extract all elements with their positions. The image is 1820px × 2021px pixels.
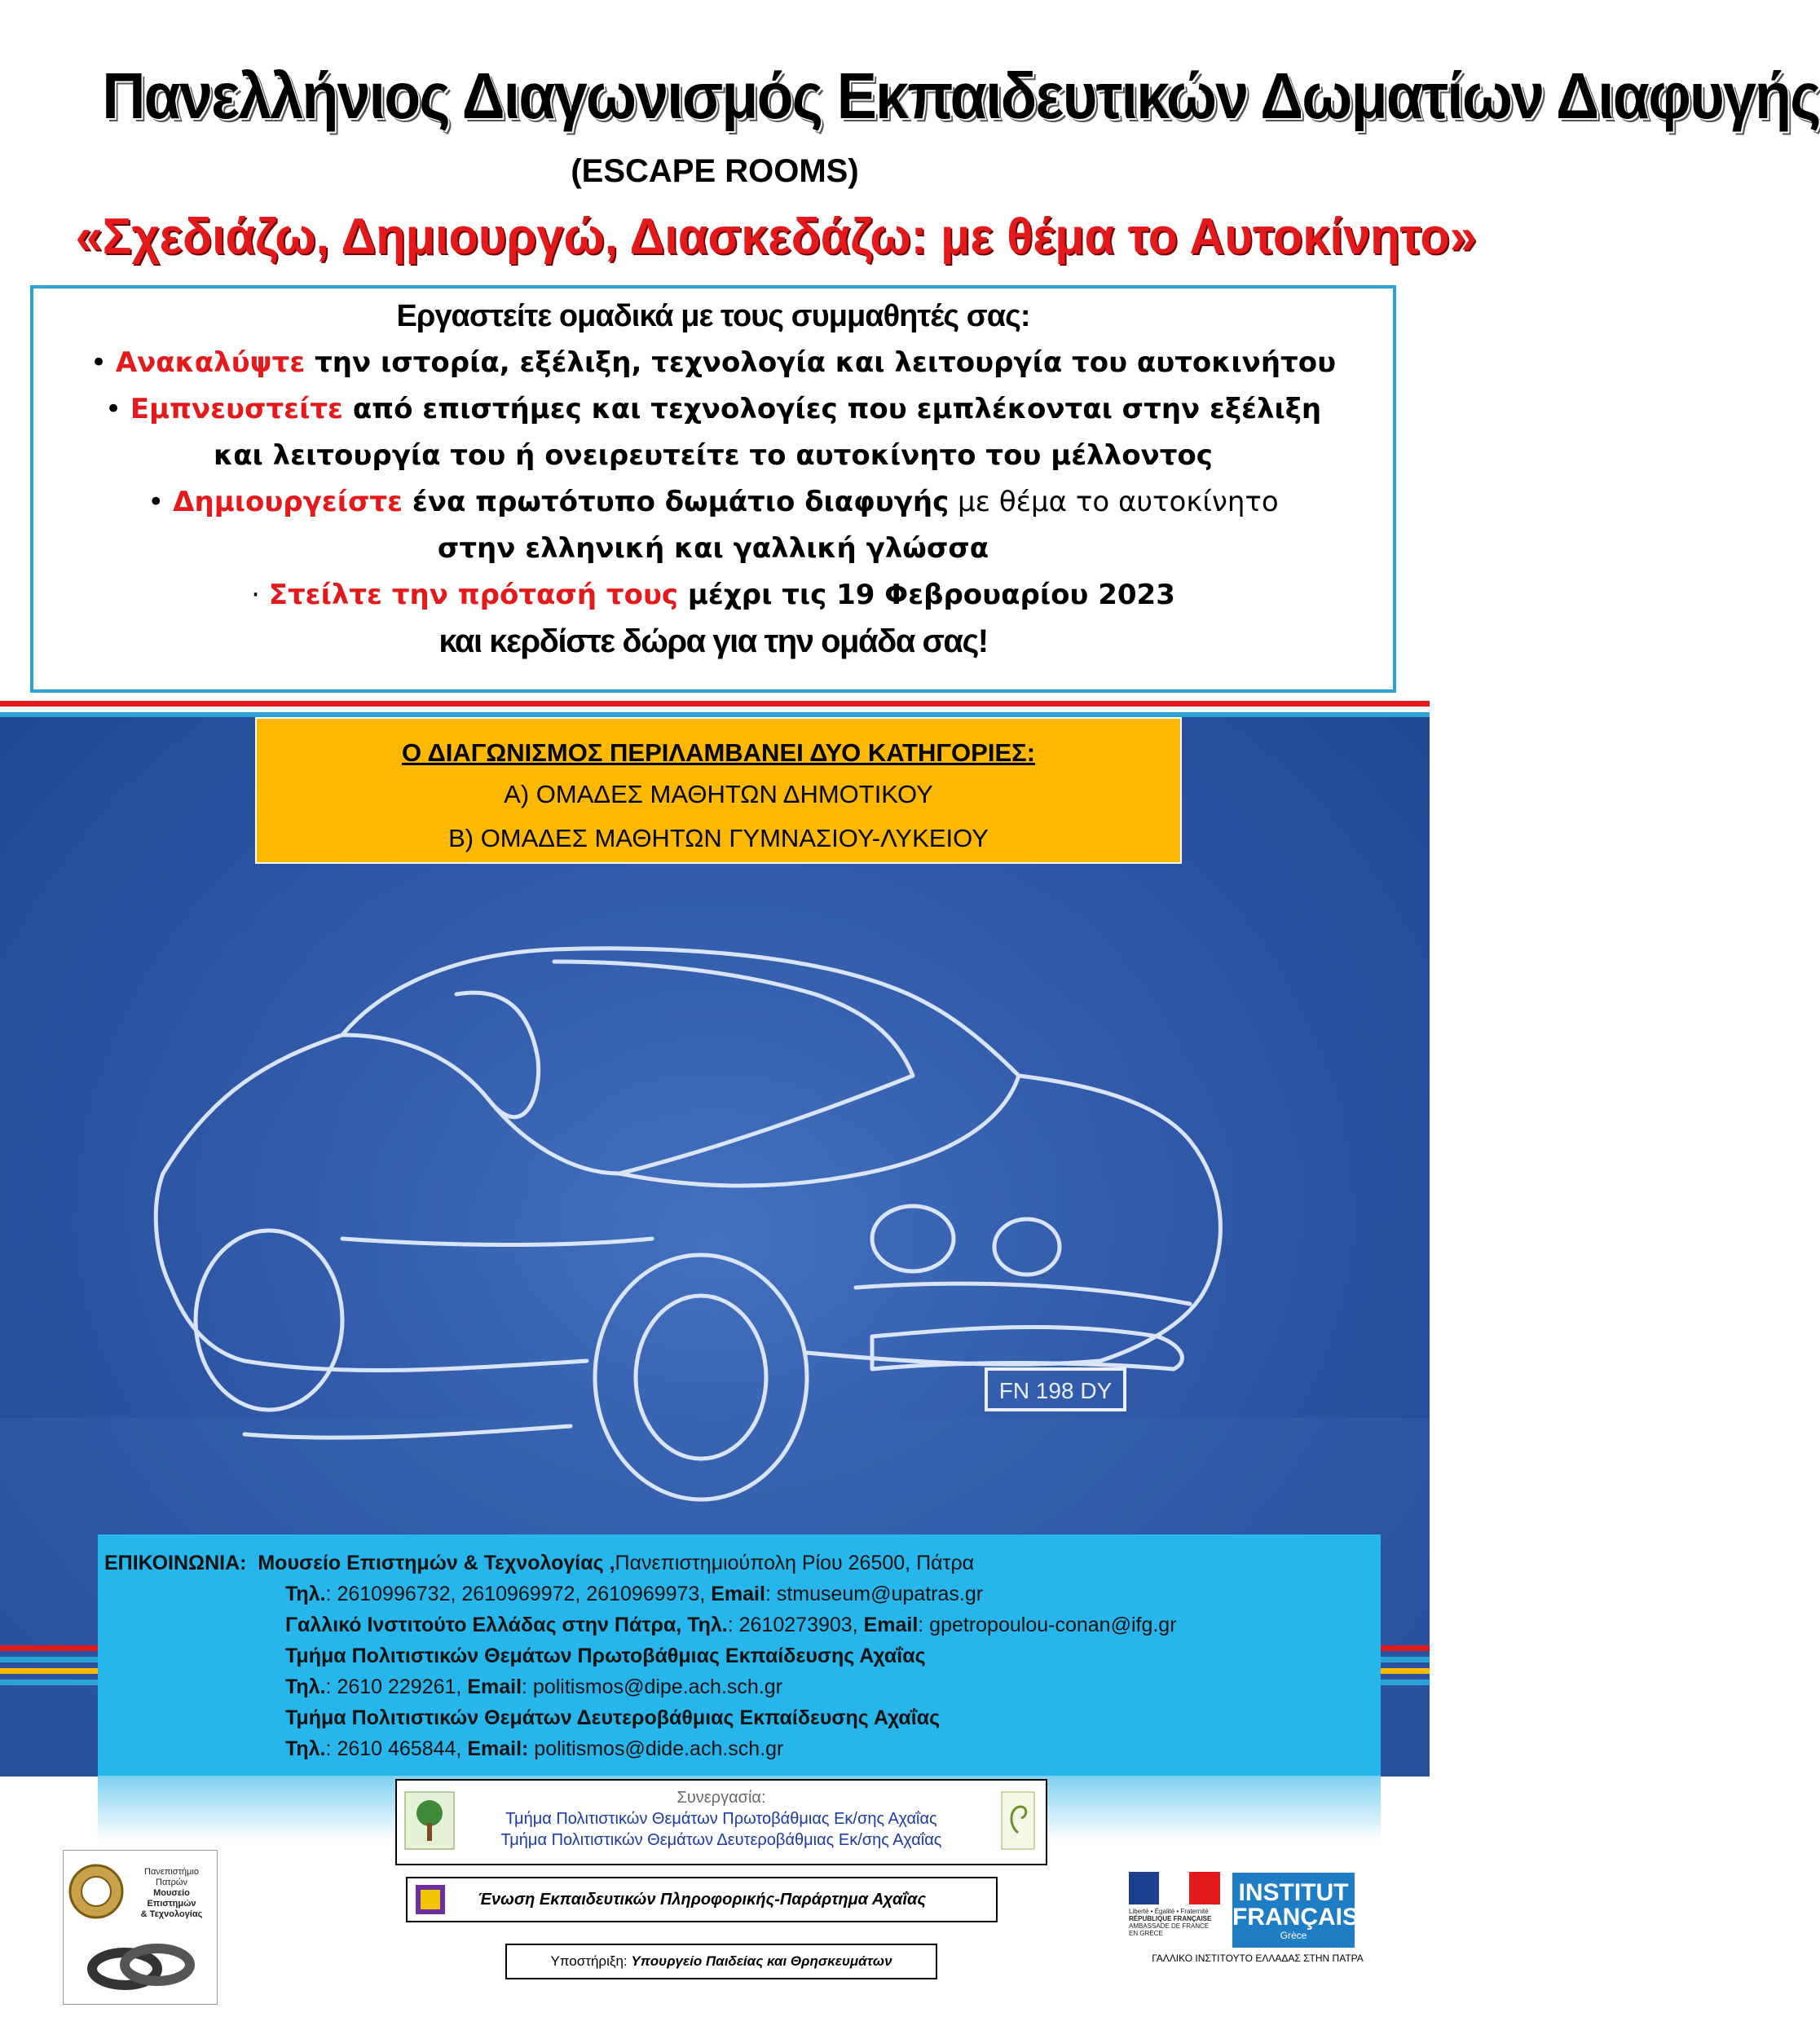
intro-item-send [33, 572, 1393, 619]
contact-dipe-name: Τμήμα Πολιτιστικών Θεμάτων Πρωτοβάθμιας Εκπαίδευσης Αχαΐας [285, 1645, 926, 1667]
intro-item-create-bold: ένα πρωτότυπο δωμάτιο διαφυγής [403, 486, 950, 518]
intro-box [30, 285, 1396, 693]
contact-dide-name: Τμήμα Πολιτιστικών Θεμάτων Δευτεροβάθμιας Εκπαίδευσης Αχαΐας [285, 1706, 941, 1729]
french-flag-icon [1129, 1872, 1220, 1908]
tel-label: Τηλ. [285, 1737, 326, 1760]
contact-dipe-email[interactable]: : politismos@dipe.ach.sch.gr [522, 1675, 782, 1698]
contact-row-ifg [104, 1609, 1381, 1640]
intro-closing: και κερδίστε δώρα για την ομάδα σας! [438, 623, 988, 659]
email-label: Email [711, 1583, 765, 1605]
french-embassy-logo [1129, 1872, 1220, 1947]
support-label: Υποστήριξη: [550, 1953, 632, 1969]
bottom-stripes [0, 1642, 1430, 1699]
bullet-icon: • [148, 486, 174, 518]
museum-logo-name: Μουσείο Επιστημών [147, 1888, 196, 1909]
intro-item-discover-text: την ιστορία, εξέλιξη, τεχνολογία και λειτουργία του αυτοκινήτου [305, 346, 1337, 379]
categories-box [255, 717, 1182, 864]
contact-row-dide-tel [104, 1733, 1381, 1764]
contact-ifg-email[interactable]: : gpetropoulou-conan@ifg.gr [918, 1614, 1177, 1636]
cooperation-line1: Τμήμα Πολιτιστικών Θεμάτων Πρωτοβάθμιας Εκ/σης Αχαΐας [505, 1810, 937, 1828]
contact-ifg-tel: : 2610273903, [727, 1614, 864, 1636]
license-plate: FN 198 DY [998, 1378, 1113, 1403]
embassy-name: AMBASSADE DE FRANCE [1129, 1922, 1210, 1930]
poster-title: Πανελλήνιος Διαγωνισμός Εκπαιδευτικών Δωματίων Διαφυγής [102, 59, 1820, 132]
support-box [505, 1944, 937, 1979]
intro-item-inspire-text: από επιστήμες και τεχνολογίες που εμπλέκονται στην εξέλιξη [342, 393, 1322, 425]
intro-item-create [33, 479, 1393, 526]
spiral-logo-icon [1002, 1792, 1034, 1849]
poster-theme: «Σχεδιάζω, Δημιουργώ, Διασκεδάζω: με θέμα το Αυτοκίνητο» [75, 209, 1477, 265]
tel-label: Τηλ. [285, 1583, 326, 1605]
contact-dipe-tel: : 2610 229261, [325, 1675, 468, 1698]
embassy-republic: RÉPUBLIQUE FRANÇAISE [1129, 1915, 1212, 1922]
bullet-icon: • [90, 346, 116, 379]
museum-logo-name2: & Τεχνολογίας [140, 1909, 203, 1919]
intro-item-create-line2: στην ελληνική και γαλλική γλώσσα [437, 532, 989, 565]
union-name: Ένωση Εκπαιδευτικών Πληροφορικής-Παράρτημα Αχαΐας [477, 1891, 927, 1909]
bullet-icon: • [104, 393, 130, 425]
contact-museum-email[interactable]: : stmuseum@upatras.gr [765, 1583, 984, 1605]
tree-logo-icon [405, 1792, 454, 1849]
contact-dide-tel: : 2610 465844, [325, 1737, 468, 1760]
intro-item-send-text: μέχρι τις 19 Φεβρουαρίου 2023 [678, 579, 1175, 611]
cooperation-label: Συνεργασία: [676, 1789, 766, 1807]
chain-link-icon [80, 1932, 202, 1997]
embassy-country: EN GRÈCE [1129, 1930, 1163, 1937]
email-label: Email [863, 1614, 919, 1636]
ifg-logo-line2: FRANÇAIS [1232, 1904, 1359, 1931]
union-box [406, 1877, 998, 1922]
email-label: Email [467, 1675, 522, 1698]
contact-dide-email[interactable]: politismos@dide.ach.sch.gr [528, 1737, 784, 1760]
contact-row-museum [104, 1548, 1381, 1578]
cooperation-line2: Τμήμα Πολιτιστικών Θεμάτων Δευτεροβάθμιας Εκ/σης Αχαΐας [500, 1831, 942, 1849]
intro-item-inspire-line2: και λειτουργία του ή ονειρευτείτε το αυτοκίνητο του μέλλοντος [214, 439, 1213, 472]
poster-subtitle: (ESCAPE ROOMS) [571, 153, 859, 189]
categories-heading: Ο ΔΙΑΓΩΝΙΣΜΟΣ ΠΕΡΙΛΑΜΒΑΝΕΙ ΔΥΟ ΚΑΤΗΓΟΡΙΕΣ: [401, 738, 1036, 767]
intro-lead: Εργαστείτε ομαδικά με τους συμμαθητές σας: [396, 299, 1030, 333]
category-b: Β) ΟΜΑΔΕΣ ΜΑΘΗΤΩΝ ΓΥΜΝΑΣΙΟΥ-ΛΥΚΕΙΟΥ [448, 824, 989, 852]
intro-item-inspire [33, 386, 1393, 433]
museum-logo-university: Πανεπιστήμιο Πατρών [144, 1867, 199, 1887]
institut-francais-logo [1232, 1873, 1359, 1948]
contact-museum-address: Πανεπιστημιούπολη Ρίου 26500, Πάτρα [615, 1552, 975, 1574]
contact-museum-name: Μουσείο Επιστημών & Τεχνολογίας , [258, 1552, 615, 1574]
contact-row-museum-tel [104, 1578, 1381, 1609]
ifg-logo-line1: INSTITUT [1238, 1879, 1349, 1906]
tel-label: Τηλ. [285, 1675, 326, 1698]
embassy-motto: Liberté • Égalité • Fraternité [1129, 1908, 1209, 1915]
email-label: Email: [467, 1737, 529, 1760]
ifg-caption: ΓΑΛΛΙΚΟ ΙΝΣΤΙΤΟΥΤΟ ΕΛΛΑΔΑΣ ΣΤΗΝ ΠΑΤΡΑ [1152, 1953, 1364, 1964]
ifg-logo-line3: Grèce [1280, 1930, 1307, 1941]
intro-item-create-keyword: Δημιουργείστε [173, 486, 403, 518]
support-ministry: Υπουργείο Παιδείας και Θρησκευμάτων [631, 1953, 892, 1969]
intro-item-send-keyword: Στείλτε την πρότασή τους [268, 579, 679, 611]
museum-logo [63, 1850, 218, 2005]
contact-museum-tel: : 2610996732, 2610969972, 2610969973, [325, 1583, 712, 1605]
category-a: Α) ΟΜΑΔΕΣ ΜΑΘΗΤΩΝ ΔΗΜΟΤΙΚΟΥ [504, 780, 933, 808]
intro-item-discover [33, 340, 1393, 386]
dot-icon: · [251, 579, 269, 611]
contact-label: ΕΠΙΚΟΙΝΩΝΙΑ: [104, 1552, 247, 1574]
union-logo-icon [416, 1885, 445, 1914]
cooperation-box [395, 1779, 1047, 1865]
intro-item-create-text: με θέμα το αυτοκίνητο [949, 486, 1279, 518]
contact-ifg-name: Γαλλικό Ινστιτούτο Ελλάδας στην Πάτρα, Τηλ. [285, 1614, 728, 1636]
intro-item-discover-keyword: Ανακαλύψτε [115, 346, 306, 379]
intro-item-inspire-keyword: Εμπνευστείτε [130, 393, 343, 425]
